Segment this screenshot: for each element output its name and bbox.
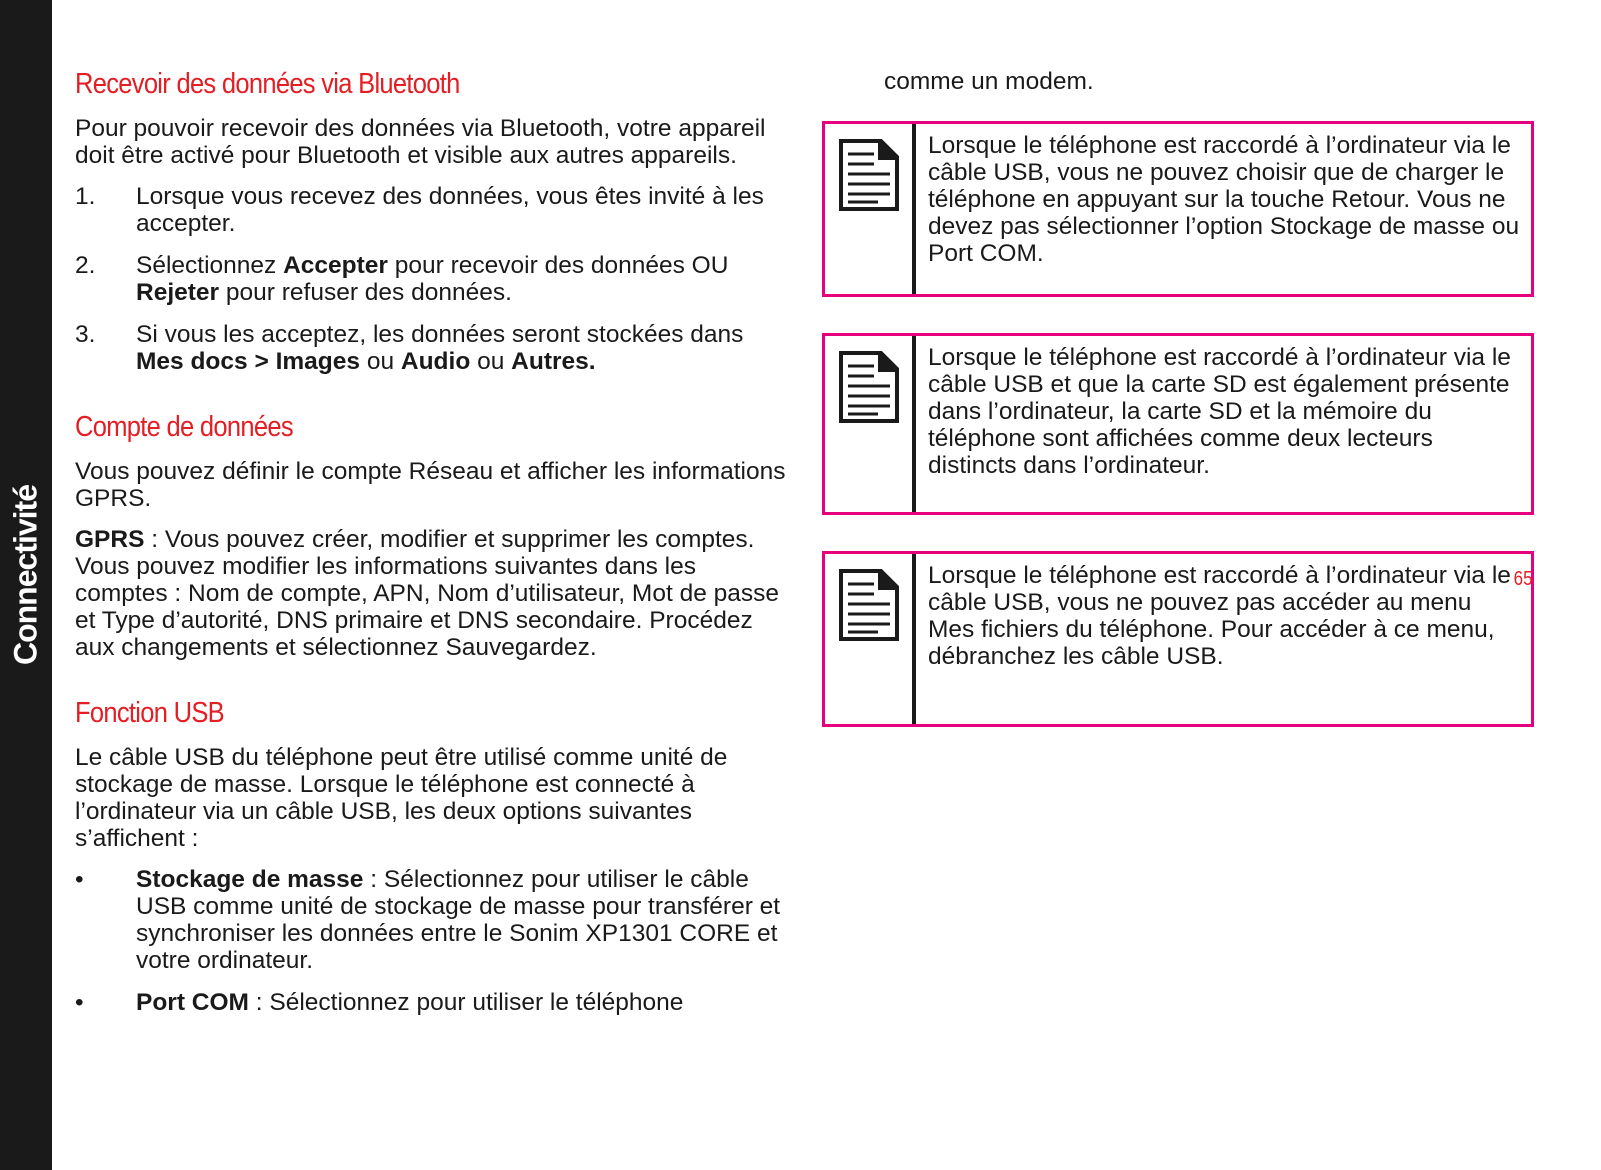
- others-term: Autres.: [511, 348, 596, 375]
- list-item: [75, 866, 795, 974]
- right-column: [822, 68, 1534, 763]
- note-text: Lorsque le téléphone est raccordé à l’ordinateur via le câble USB et que la carte SD est également présente dans l’ordinateur, la carte SD et la mémoire du téléphone sont affichées comme deux lecteurs distincts dans l’ordinateur.: [928, 344, 1511, 479]
- list-item: [75, 321, 795, 375]
- note-icon: [825, 336, 916, 512]
- bluetooth-intro: Pour pouvoir recevoir des données via Bluetooth, votre appareil doit être activé pour Bluetooth et visible aux autres appareils.: [75, 115, 766, 169]
- gprs-paragraph: GPRS : Vous pouvez créer, modifier et supprimer les comptes. Vous pouvez modifier les informations suivantes dans les comptes : Nom de compte, APN, Nom d’utilisateur, Mot de passe et Type d’autorité, DNS primaire et DNS secondaire. Procédez aux changements et sélectionnez Sauvegardez.: [75, 526, 780, 661]
- bluetooth-section: [75, 68, 795, 375]
- option-label: Port COM: [136, 989, 249, 1016]
- bluetooth-steps: [75, 183, 795, 375]
- sidebar-band: [0, 0, 52, 1170]
- step-number: 2.: [75, 252, 96, 279]
- usb-section: [75, 697, 795, 1016]
- gprs-label: GPRS: [75, 526, 145, 553]
- step-text: Si vous les acceptez, les données seront stockées dans Mes docs > Images ou Audio ou Autres.: [136, 321, 744, 375]
- page-number: 65: [1513, 568, 1533, 590]
- account-section: [75, 411, 795, 661]
- list-item: [75, 252, 795, 306]
- option-label: Stockage de masse: [136, 866, 364, 893]
- bullet-text: Port COM : Sélectionnez pour utiliser le téléphone: [136, 989, 684, 1016]
- bullet-continuation: comme un modem.: [884, 68, 1094, 95]
- note-text: Lorsque le téléphone est raccordé à l’ordinateur via le câble USB, vous ne pouvez choisir que de charger le téléphone en appuyant sur la touche Retour. Vous ne devez pas sélectionner l’option Stockage de masse ou Port COM.: [928, 132, 1520, 267]
- note-icon: [825, 124, 916, 294]
- step-number: 1.: [75, 183, 96, 210]
- step-number: 3.: [75, 321, 96, 348]
- section-tab-label: Connectivité: [7, 484, 44, 666]
- reject-term: Rejeter: [136, 279, 220, 306]
- bullet-text: Stockage de masse : Sélectionnez pour utiliser le câble USB comme unité de stockage de masse pour transférer et synchroniser les données entre le Sonim XP1301 CORE et votre ordinateur.: [136, 866, 781, 974]
- note-box: [822, 333, 1534, 515]
- note-text: Lorsque le téléphone est raccordé à l’ordinateur via le câble USB, vous ne pouvez pas accéder au menu Mes fichiers du téléphone. Pour accéder à ce menu, débranchez les câble USB.: [928, 562, 1511, 670]
- left-column: [75, 68, 795, 1052]
- note-box: [822, 551, 1534, 727]
- bullet: •: [75, 866, 84, 893]
- usb-heading: Fonction USB: [75, 697, 225, 729]
- accept-term: Accepter: [283, 252, 388, 279]
- bullet: •: [75, 989, 84, 1016]
- step-text: Lorsque vous recevez des données, vous êtes invité à les accepter.: [136, 183, 764, 237]
- account-heading: Compte de données: [75, 411, 293, 443]
- note-icon: [825, 554, 916, 724]
- list-item: [75, 183, 795, 237]
- usb-intro: Le câble USB du téléphone peut être utilisé comme unité de stockage de masse. Lorsque le téléphone est connecté à l’ordinateur via un câble USB, les deux options suivantes s’affichent :: [75, 744, 728, 852]
- usb-options: [75, 866, 795, 1016]
- list-item: [75, 989, 795, 1016]
- account-intro: Vous pouvez définir le compte Réseau et afficher les informations GPRS.: [75, 458, 786, 512]
- images-path: Mes docs > Images: [136, 348, 361, 375]
- step-text: Sélectionnez Accepter pour recevoir des données OU Rejeter pour refuser des données.: [136, 252, 729, 306]
- bluetooth-heading: Recevoir des données via Bluetooth: [75, 68, 460, 100]
- audio-term: Audio: [400, 348, 471, 375]
- note-box: [822, 121, 1534, 297]
